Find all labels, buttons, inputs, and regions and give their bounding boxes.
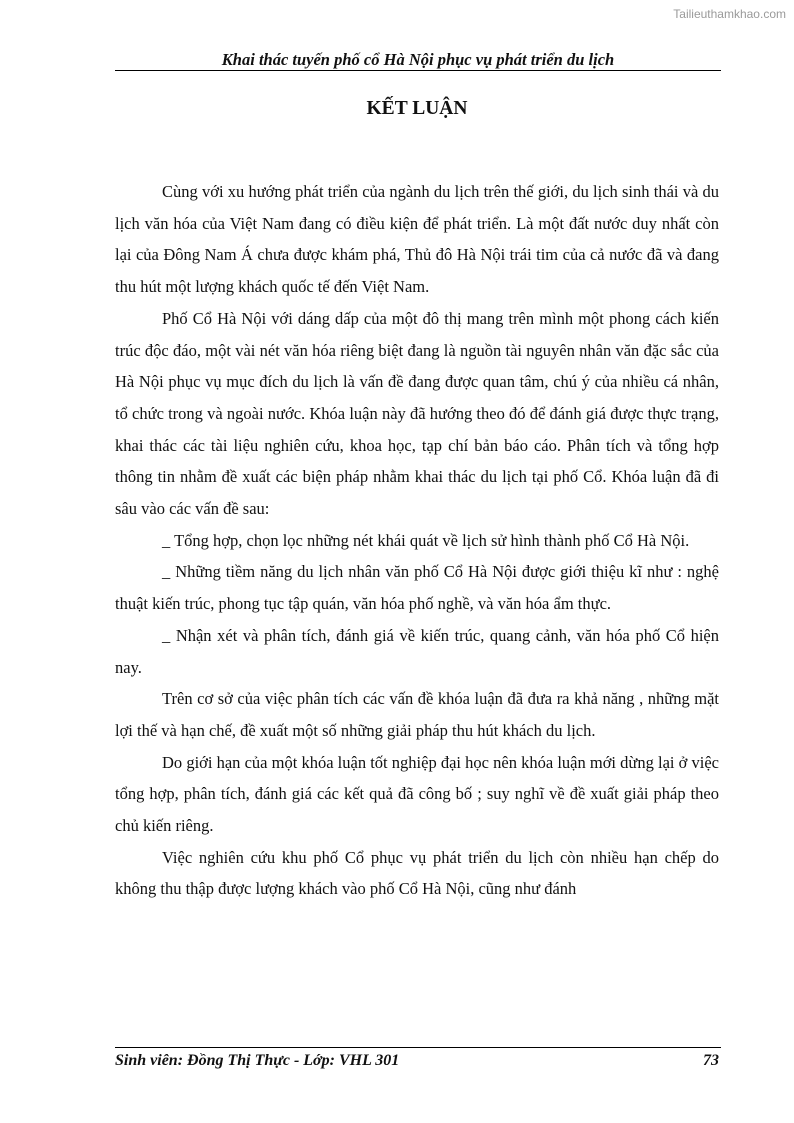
page-number: 73 — [703, 1052, 719, 1069]
header-divider — [115, 70, 721, 71]
heading-spacer — [115, 138, 719, 176]
document-heading: KẾT LUẬN — [366, 98, 468, 119]
paragraph-2: Phố Cổ Hà Nội với dáng dấp của một đô thị mang trên mình một phong cách kiến trúc độc đáo, một vài nét văn hóa riêng biệt đang là nguồn tài nguyên nhân văn đặc sắc của Hà Nội phục vụ mục đích du lịch là vấn đề đang được quan tâm, chú ý của nhiều cá nhân, tổ chức trong và ngoài nước. Khóa luận này đã hướng theo đó để đánh giá được thực trạng, khai thác các tài liệu nghiên cứu, khoa học, tạp chí bản báo cáo. Phân tích và tổng hợp thông tin nhằm đề xuất các biện pháp nhằm khai thác du lịch tại phố Cổ. Khóa luận đã đi sâu vào các vấn đề sau: — [115, 308, 719, 519]
paragraph-4: Do giới hạn của một khóa luận tốt nghiệp đại học nên khóa luận mới dừng lại ở việc tổng hợp, phân tích, đánh giá các kết quả đã công bố ; suy nghĩ về đề xuất giải pháp theo chủ kiến riêng. — [115, 752, 719, 836]
watermark: Tailieuthamkhao.com — [673, 7, 786, 21]
paragraph-5: Việc nghiên cứu khu phố Cổ phục vụ phát triển du lịch còn nhiều hạn chếp do không thu thập được lượng khách vào phố Cổ Hà Nội, cũng như đánh — [115, 847, 719, 899]
bullet-item-3: _ Nhận xét và phân tích, đánh giá về kiến trúc, quang cảnh, văn hóa phố Cổ hiện nay. — [115, 625, 719, 677]
paragraph-3: Trên cơ sở của việc phân tích các vấn đề khóa luận đã đưa ra khả năng , những mặt lợi thế và hạn chế, đề xuất một số những giải pháp thu hút khách du lịch. — [115, 689, 719, 740]
running-header: Khai thác tuyến phố cổ Hà Nội phục vụ phát triển du lịch — [221, 50, 615, 69]
footer-divider — [115, 1047, 721, 1048]
bullet-item-2: _ Những tiềm năng du lịch nhân văn phố Cổ Hà Nội được giới thiệu kĩ như : nghệ thuật kiến trúc, phong tục tập quán, văn hóa phố nghề, và văn hóa ẩm thực. — [115, 562, 719, 614]
footer-author: Sinh viên: Đồng Thị Thực - Lớp: VHL 301 — [115, 1052, 400, 1069]
page-body — [115, 92, 719, 905]
paragraph-1: Cùng với xu hướng phát triển của ngành du lịch trên thế giới, du lịch sinh thái và du lịch văn hóa của Việt Nam đang có điều kiện để phát triển. Là một đất nước duy nhất còn lại của Đông Nam Á chưa được khám phá, Thủ đô Hà Nội trái tim của cả nước đã và đang thu hút một lượng khách quốc tế đến Việt Nam. — [115, 182, 719, 297]
bullet-item-1: _ Tổng hợp, chọn lọc những nét khái quát về lịch sử hình thành phố Cổ Hà Nội. — [162, 530, 690, 550]
